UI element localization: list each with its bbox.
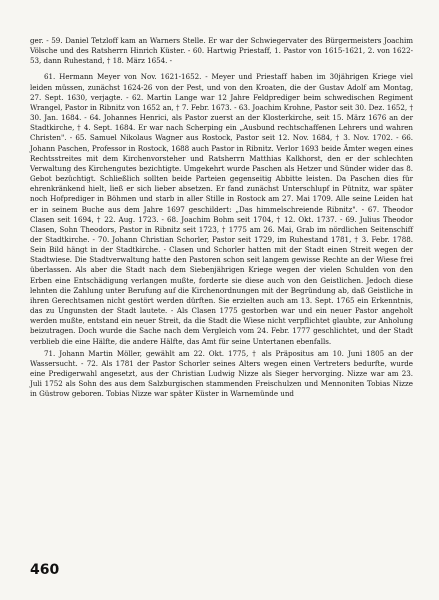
page-body [30,36,413,399]
paragraph-3: 71. Johann Martin Möller, gewählt am 22. Okt. 1775, † als Präpositus am 10. Juni 1805 an der Wassersucht. - 72. Als 1781 der Pastor Schorler seines Alters wegen einen Vertreters bedurfte, wurde eine Predigerwahl angesetzt, aus der Christian Ludwig Nizze als Sieger hervorging. Nizze war am 23. Juli 1752 als Sohn des aus dem Salzburgischen stammenden Freischulzen und Mennoniten Tobias Nizze in Güstrow geboren. Tobias Nizze war später Küster in Warnemünde und [30,348,413,399]
page-number: 460 [30,562,60,578]
paragraph-1: ger. - 59. Daniel Tetzloff kam an Warners Stelle. Er war der Schwiegervater des Bürgermeisters Joachim Völsche und des Ratsherrn Hinrich Küster. - 60. Hartwig Priestaff, 1. Pastor von 1615-1621, 2. von 1622-53, dann Ruhestand, † 18. März 1654. - [30,36,413,66]
paragraph-2: 61. Hermann Meyer von Nov. 1621-1652. - Meyer und Priestaff haben im 30jährigen Kriege viel leiden müssen, zunächst 1624-26 von der Pest, und von den Kroaten, die der Gustav Adolf am Montag, 27. Sept. 1630, verjagte. - 62. Martin Lange war 12 Jahre Feldprediger beim schwedischen Regiment Wrangel, Pastor in Ribnitz von 1652 an, † 7. Febr. 1673. - 63. Joachim Krohne, Pastor seit 30. Dez. 1652, † 30. Jan. 1684. - 64. Johannes Henrici, als Pastor zuerst an der Klosterkirche, seit 15. März 1676 an der Stadtkirche, † 4. Sept. 1684. Er war nach Scherping ein „Ausbund rechtschaffenen Lehrers und wahren Christen". - 65. Samuel Nikolaus Wagner aus Rostock, Pastor seit 12. Nov. 1684, † 3. Nov. 1702. - 66. Johann Paschen, Professor in Rostock, 1688 auch Pastor in Ribnitz. Verlor 1693 beide Ämter wegen eines Rechtsstreites mit dem Kirchenvorsteher und Ratsherrn Matthias Kalkhorst, den er der schlechten Verwaltung des Kirchengutes bezichtigte. Umgekehrt wurde Paschen als Hetzer und Sünder wider das 8. Gebot bezüchtigt. Schließlich sollten beide Parteien gegenseitig Abbitte leisten. Da Paschen dies für ehrenkränkend hielt, ließ er sich lieber absetzen. Er fand zunächst Unterschlupf in Pütnitz, war später noch Hofprediger in Böhmen und starb in aller Stille in Rostock am 27. Mai 1709. Alle seine Leiden hat er in seinem Buche aus dem Jahre 1697 geschildert: „Das himmelschreiende Ribnitz". - 67. Theodor Clasen seit 1694, † 22. Aug. 1723. - 68. Joachim Bohm seit 1704, † 12. Okt. 1737. - 69. Julius Theodor Clasen, Sohn Theodors, Pastor in Ribnitz seit 1723, † 1775 am 26. Mai, Grab im nördlichen Seitenschiff der Stadtkirche. - 70. Johann Christian Schorler, Pastor seit 1729, im Ruhestand 1781, † 3. Febr. 1788. Sein Bild hängt in der Stadtkirche. - Clasen und Schorler hatten mit der Stadt einen Streit wegen der Stadtwiese. Die Stadtverwaltung hatte den Pastoren schon seit langem gewisse Rechte an der Wiese frei überlassen. Als aber die Stadt nach dem Siebenjährigen Kriege wegen der vielen Schulden von den Erben eine Entschädigung verlangen mußte, forderte sie diese auch von den Geistlichen. Jedoch diese lehnten die Zahlung unter Berufung auf die Kirchenordnungen mit der Begründung ab, daß Geistliche in ihren Gerechtsamen nicht gestört werden dürften. Sie erzielten auch am 13. Sept. 1765 ein Erkenntnis, das zu Ungunsten der Stadt lautete. - Als Clasen 1775 gestorben war und ein neuer Pastor angeholt werden mußte, entstand ein neuer Streit, da die Stadt die Wiese nicht verpflichtet glaubte, zur Anholung beizutragen. Doch wurde die Sache nach dem Vergleich vom 24. Febr. 1777 geschlichtet, und der Stadt verblieb die eine Hälfte, die andere Hälfte, das Amt für seine Untertanen ebenfalls. [30,72,413,346]
